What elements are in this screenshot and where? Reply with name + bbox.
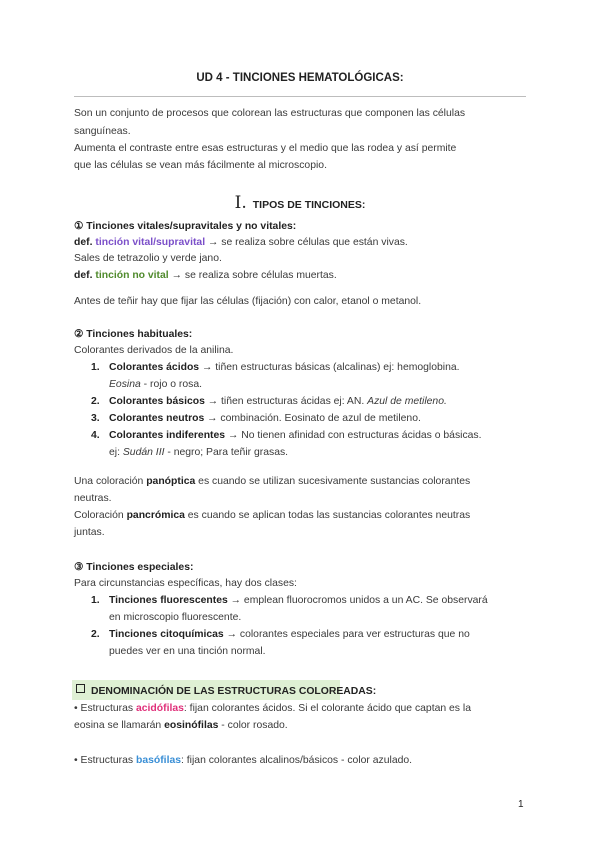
list-item bbox=[109, 595, 488, 606]
especiales-heading: ③ Tinciones especiales: bbox=[74, 562, 194, 573]
eosinofilas-desc: - color rosado. bbox=[218, 720, 288, 731]
intro-line-1: Son un conjunto de procesos que colorean las estructuras que componen las células bbox=[74, 108, 466, 119]
acidofilas-prefix: • Estructuras bbox=[74, 703, 136, 714]
eosinofilas-line bbox=[74, 720, 288, 731]
list-number: 3. bbox=[91, 413, 100, 424]
list-number: 1. bbox=[91, 595, 100, 606]
section-heading bbox=[0, 193, 600, 213]
panoptica-prefix: Una coloración bbox=[74, 476, 147, 487]
list-item-continuation bbox=[109, 379, 202, 390]
pancromica-line-2: juntas. bbox=[74, 527, 105, 538]
page-number: 1 bbox=[518, 799, 524, 810]
item-example-prefix: ej: bbox=[109, 447, 123, 458]
item-example: Eosina bbox=[109, 379, 141, 390]
intro-line-3: Aumenta el contraste entre esas estructuras y el medio que las rodea y así permite bbox=[74, 143, 457, 154]
habituales-subtitle: Colorantes derivados de la anilina. bbox=[74, 345, 234, 356]
item-example: Azul de metileno. bbox=[367, 396, 447, 407]
item-term: Tinciones citoquímicas bbox=[109, 629, 224, 640]
no-vital-definition bbox=[74, 270, 337, 281]
pancromica-line bbox=[74, 510, 470, 521]
checkbox-square-icon bbox=[76, 684, 85, 693]
eosinofilas-prefix: eosina se llamarán bbox=[74, 720, 165, 731]
page-title: UD 4 - TINCIONES HEMATOLÓGICAS: bbox=[196, 72, 404, 84]
habituales-heading: ② Tinciones habituales: bbox=[74, 329, 193, 340]
item-term: Colorantes neutros bbox=[109, 413, 205, 424]
vital-examples: Sales de tetrazolio y verde jano. bbox=[74, 253, 222, 264]
def-label-2: def. bbox=[74, 270, 93, 281]
vitales-heading: ① Tinciones vitales/supravitales y no vitales: bbox=[74, 221, 297, 232]
term-panoptica: panóptica bbox=[146, 476, 196, 487]
basofilas-desc: : fijan colorantes alcalinos/básicos - color azulado. bbox=[181, 755, 413, 766]
panoptica-line bbox=[74, 476, 470, 487]
list-item-continuation bbox=[109, 447, 288, 458]
item-desc: → emplean fluorocromos unidos a un AC. Se observará bbox=[227, 595, 488, 606]
list-number: 4. bbox=[91, 430, 100, 441]
term-tincion-vital: tinción vital/supravital bbox=[95, 237, 206, 248]
term-acidofilas: acidófilas bbox=[135, 703, 184, 714]
list-item bbox=[109, 629, 470, 640]
list-item bbox=[109, 396, 447, 407]
intro-line-4: que las células se vean más fácilmente al microscopio. bbox=[74, 160, 327, 171]
list-number: 2. bbox=[91, 629, 100, 640]
panoptica-desc: es cuando se utilizan sucesivamente sustancias colorantes bbox=[195, 476, 471, 487]
item-term: Colorantes ácidos bbox=[109, 362, 200, 373]
item-example-desc: - negro; Para teñir grasas. bbox=[164, 447, 289, 458]
item-desc: → tiñen estructuras ácidas ej: AN. bbox=[204, 396, 368, 407]
item-desc: → combinación. Eosinato de azul de metileno. bbox=[204, 413, 421, 424]
intro-line-2: sanguíneas. bbox=[74, 126, 131, 137]
term-basofilas: basófilas bbox=[135, 755, 182, 766]
item-term: Colorantes indiferentes bbox=[109, 430, 226, 441]
denominacion-title: DENOMINACIÓN DE LAS ESTRUCTURAS COLOREADAS: bbox=[91, 686, 377, 697]
panoptica-line-2: neutras. bbox=[74, 493, 112, 504]
list-number: 2. bbox=[91, 396, 100, 407]
item-example: Sudán III bbox=[122, 447, 165, 458]
item-desc: → No tienen afinidad con estructuras ácidas o básicas. bbox=[225, 430, 482, 441]
list-item bbox=[109, 362, 460, 373]
acidofilas-line bbox=[74, 703, 471, 714]
vital-definition bbox=[74, 237, 408, 248]
denominacion-heading bbox=[76, 684, 376, 697]
fijacion-note: Antes de teñir hay que fijar las células (fijación) con calor, etanol o metanol. bbox=[74, 296, 422, 307]
item-desc: → colorantes especiales para ver estructuras que no bbox=[223, 629, 470, 640]
item-term: Tinciones fluorescentes bbox=[109, 595, 228, 606]
item-desc: → tiñen estructuras básicas (alcalinas) ej: hemoglobina. bbox=[199, 362, 460, 373]
item-example-desc: - rojo o rosa. bbox=[140, 379, 202, 390]
section-roman-numeral: I. bbox=[234, 193, 247, 213]
def-label: def. bbox=[74, 237, 93, 248]
basofilas-prefix: • Estructuras bbox=[74, 755, 136, 766]
title-divider bbox=[74, 96, 526, 97]
section-title: TIPOS DE TINCIONES: bbox=[252, 199, 366, 211]
term-pancromica: pancrómica bbox=[126, 510, 185, 521]
list-item bbox=[109, 430, 482, 441]
acidofilas-desc: : fijan colorantes ácidos. Si el colorante ácido que captan es la bbox=[183, 703, 471, 714]
especiales-subtitle: Para circunstancias específicas, hay dos clases: bbox=[74, 578, 297, 589]
pancromica-desc: es cuando se aplican todas las sustancias colorantes neutras bbox=[184, 510, 471, 521]
pancromica-prefix: Coloración bbox=[74, 510, 127, 521]
term-eosinofilas: eosinófilas bbox=[164, 720, 219, 731]
list-number: 1. bbox=[91, 362, 100, 373]
vital-desc: → se realiza sobre células que están vivas. bbox=[205, 237, 408, 248]
list-item bbox=[109, 413, 421, 424]
basofilas-line bbox=[74, 755, 412, 766]
list-item-continuation: puedes ver en una tinción normal. bbox=[109, 646, 266, 657]
list-item-continuation: en microscopio fluorescente. bbox=[109, 612, 242, 623]
no-vital-desc: → se realiza sobre células muertas. bbox=[168, 270, 337, 281]
term-tincion-no-vital: tinción no vital bbox=[95, 270, 169, 281]
item-term: Colorantes básicos bbox=[109, 396, 205, 407]
